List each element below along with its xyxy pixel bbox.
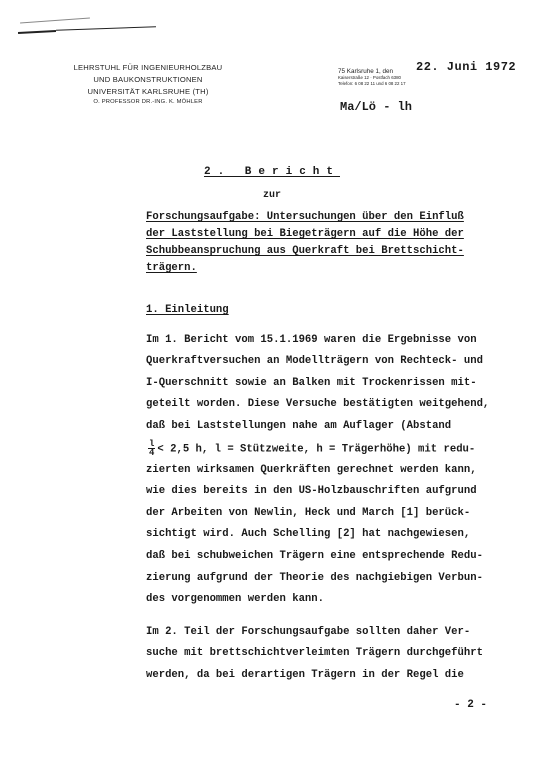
text-line: daß bei Laststellungen nahe am Auflager (Abstand (146, 420, 452, 432)
letterhead-dept: UND BAUKONSTRUKTIONEN (93, 75, 203, 84)
text-line: des vorgenommen werden kann. (146, 593, 325, 605)
text-line: geteilt worden. Diese Versuche bestätigten weitgehend, (146, 398, 490, 410)
letterhead-professor: O. PROFESSOR DR.-ING. K. MÖHLER (93, 99, 203, 105)
document-date: 22. Juni 1972 (416, 60, 517, 74)
text-line: sichtigt wird. Auch Schelling [2] hat nachgewiesen, (146, 528, 471, 540)
section-heading: 1. Einleitung (146, 304, 229, 316)
subject-line: Forschungsaufgabe: Untersuchungen über den Einfluß (146, 211, 464, 223)
fraction-denominator: 4 (149, 448, 155, 458)
scan-artifact-line (20, 18, 90, 24)
subject-line: trägern. (146, 262, 197, 274)
address-phone: Telefon: 6 08 22 11 und 6 08 22 17 (338, 81, 406, 86)
report-title: 2. Bericht (203, 166, 340, 178)
text-line: Im 1. Bericht vom 15.1.1969 waren die Ergebnisse von (146, 334, 477, 346)
reference-code: Ma/Lö - lh (340, 100, 413, 114)
address-city: 75 Karlsruhe 1, den (338, 68, 393, 75)
text-segment: < 2,5 h, l = Stützweite, h = Trägerhöhe) mit redu- (157, 443, 476, 456)
text-line-with-fraction (146, 440, 475, 457)
page-number: - 2 - (454, 699, 488, 711)
text-line: I-Querschnitt sowie an Balken mit Trockenrissen mit- (146, 377, 477, 389)
text-line: suche mit brettschichtverleimten Trägern durchgeführt (146, 647, 483, 659)
letterhead-university: UNIVERSITÄT KARLSRUHE (TH) (87, 87, 209, 96)
letterhead-chair: LEHRSTUHL FÜR INGENIEURHOLZBAU (73, 63, 223, 72)
report-subtitle: zur (262, 190, 281, 201)
fraction-numerator: l (149, 439, 155, 449)
text-line: Im 2. Teil der Forschungsaufgabe sollten daher Ver- (146, 626, 471, 638)
subject-line: der Laststellung bei Biegeträgern auf die Höhe der (146, 228, 464, 240)
text-line: wie dies bereits in den US-Holzbauschriften aufgrund (146, 485, 477, 497)
text-line: daß bei schubweichen Trägern eine entsprechende Redu- (146, 550, 483, 562)
text-line: der Arbeiten von Newlin, Heck und March [1] berück- (146, 507, 471, 519)
address-street: Kaiserstraße 12 · Postfach 6380 (338, 75, 401, 80)
fraction (148, 440, 155, 457)
text-line: werden, da bei derartigen Trägern in der Regel die (146, 669, 464, 681)
subject-line: Schubbeanspruchung aus Querkraft bei Brettschicht- (146, 245, 464, 257)
text-line: zierten wirksamen Querkräften gerechnet werden kann, (146, 464, 477, 476)
scan-artifact-line (56, 26, 156, 30)
text-line: Querkraftversuchen an Modellträgern von Rechteck- und (146, 355, 483, 367)
letterhead (58, 62, 238, 107)
text-line: zierung aufgrund der Theorie des nachgiebigen Verbun- (146, 572, 483, 584)
scan-artifact-line (18, 30, 56, 34)
